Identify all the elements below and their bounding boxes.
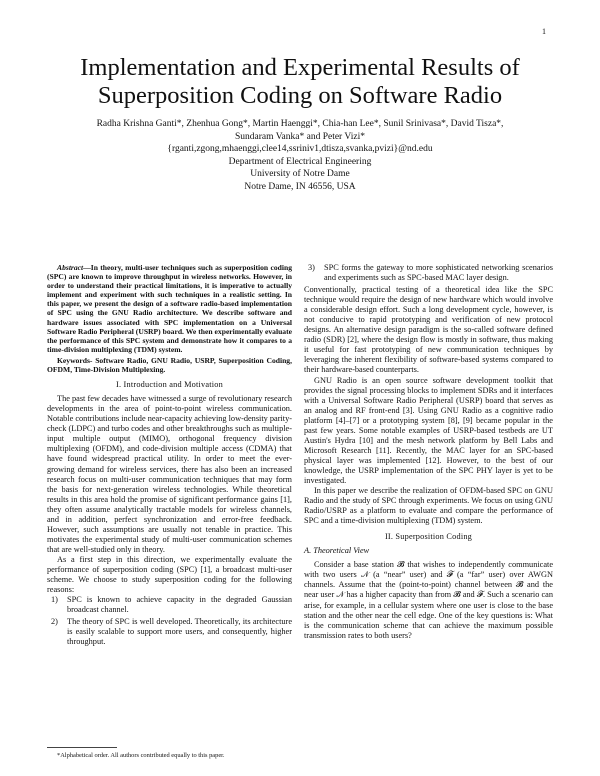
body-paragraph-this-paper: In this paper we describe the realization of OFDM-based SPC on GNU Radio and the study of SPC through experiments. We focus on using GNU Radio/USRP as a platform to evaluate and compare the performance of SPC and a time-division multiplexing (TDM) system. bbox=[304, 486, 553, 526]
subsection-heading-theoretical-view: A. Theoretical View bbox=[304, 546, 370, 556]
author-department: Department of Electrical Engineering bbox=[228, 156, 372, 167]
abstract-text: —In theory, multi-user techniques such as superposition coding (SPC) are known to improve throughput in wireless networks. However, in order to understand their practical limitations, it is imperative to actually implement and experiment with such techniques in a realistic setting. In this paper, we present the design of a software radio-based implementation of SPC using the GNU Radio architecture. We describe software and hardware issues associated with SPC implementation on a Universal Software Radio Peripheral (USRP) board. We then experimentally evaluate the performance of this SPC system and demonstrate how it compares to a time-division multiplexing (TDM) system. bbox=[47, 263, 292, 354]
body-paragraph-sdr: Conventionally, practical testing of a theoretical idea like the SPC technique would require the design of new hardware which would involve a considerable design effort. Such a long development cycle, however, is not conducive to rapid prototyping and verification of new protocol designs. An alternative design paradigm is the so-called software defined radio (SDR) [2], where the design flow is mostly in software, thus making it useful for fast prototyping of new communication techniques by leveraging the inherent flexibility of software-based systems compared to their hardware-based counterparts. bbox=[304, 285, 553, 375]
reasons-list-right bbox=[304, 263, 553, 283]
section-heading-introduction: I. Introduction and Motivation bbox=[116, 380, 223, 390]
author-address: Notre Dame, IN 46556, USA bbox=[244, 181, 356, 192]
abstract bbox=[47, 263, 292, 354]
body-paragraph-gnu-radio: GNU Radio is an open source software development toolkit that provides the signal processing blocks to implement SDRs and it interfaces with a Universal Software Radio Peripheral (USRP) board that serves as an analog and RF front-end [3]. Using GNU Radio as a cognitive radio platform [4]–[7] or a prototyping system [8], [9] became popular in the past few years. Some notable examples of USRP-based testbeds are UT Austin's Hydra [10] and the mesh network platform by Bell Labs and Microsoft Research [11]. Recently, the MAC layer for an SPC-based physical layer was implemented [12]. However, to the best of our knowledge, the USRP implementation of the SPC PHY layer is yet to be investigated. bbox=[304, 375, 553, 485]
author-names-line-2: Sundaram Vanka* and Peter Vizi* bbox=[235, 131, 365, 142]
right-column bbox=[304, 263, 553, 641]
footnote: *Alphabetical order. All authors contributed equally to this paper. bbox=[57, 752, 225, 759]
list-item-number: 1) bbox=[51, 595, 58, 605]
list-item-text: The theory of SPC is well developed. Theoretically, its architecture is easily scalable to support more users, and consequently, higher throughput. bbox=[67, 617, 292, 647]
page-number: 1 bbox=[542, 27, 546, 36]
list-item-number: 2) bbox=[51, 617, 58, 627]
author-university: University of Notre Dame bbox=[250, 169, 350, 180]
list-item-number: 3) bbox=[308, 263, 315, 272]
author-names-line-1: Radha Krishna Ganti*, Zhenhua Gong*, Martin Haenggi*, Chia-han Lee*, Sunil Srinivasa*, David Tisza*, bbox=[96, 119, 504, 129]
paper-title bbox=[0, 54, 600, 110]
footnote-divider bbox=[47, 747, 117, 748]
list-item bbox=[47, 595, 292, 615]
reasons-list-left bbox=[47, 595, 292, 647]
left-column bbox=[47, 263, 292, 649]
author-block bbox=[40, 118, 560, 194]
list-item bbox=[304, 263, 553, 283]
title-line-1: Implementation and Experimental Results of bbox=[80, 54, 520, 81]
title-line-2: Superposition Coding on Software Radio bbox=[97, 82, 503, 109]
author-emails: {rganti,zgong,mhaenggi,clee14,ssriniv1,dtisza,svanka,pvizi}@nd.edu bbox=[167, 144, 433, 155]
keywords: Keywords- Software Radio, GNU Radio, USRP, Superposition Coding, OFDM, Time-Division Multiplexing. bbox=[47, 355, 292, 375]
intro-paragraph-1: The past few decades have witnessed a surge of revolutionary research developments in the area of point-to-point wireless communication. Notable contributions include near-capacity achieving low-density parity-check (LDPC) and turbo codes and other breakthroughs such as multiple-input multiple output (MIMO), orthogonal frequency division multiplexing (OFDM), and code-division multiple access (CDMA) that have found widespread practical utility. In order to meet the ever-growing demand for wireless services, there has also been an increased research focus on multi-user communication techniques that may form the basis for next-generation wireless technologies. While theoretical results in this area hold the promise of significant performance gains [1], they often assume analytically tractable models for wireless channels, and in addition, perfect synchronization and error-free feedback. However, such assumptions are usually not tenable in practice. This motivates the experimental study of multi-user communication schemes that are well-studied only in theory. bbox=[47, 394, 292, 554]
body-paragraph-theoretical-view: Consider a base station 𝓑 that wishes to independently communicate with two users 𝒩 (a “near” user) and 𝓕 (a “far” user) over AWGN channels. Assume that the (point-to-point) channel between 𝓑 and the near user 𝒩 has a higher capacity than from 𝓑 and 𝓕. Such a scenario can arise, for example, in a cellular system where one user is close to the base station and the other near the cell edge. One of the key questions is: What is the communication scheme that can achieve the maximum possible transmission rates to both users? bbox=[304, 560, 553, 640]
abstract-label: Abstract bbox=[57, 263, 84, 272]
list-item-text: SPC forms the gateway to more sophisticated networking scenarios and experiments such as SPC-based MAC layer design. bbox=[324, 263, 553, 283]
section-heading-superposition-coding: II. Superposition Coding bbox=[384, 532, 473, 542]
intro-paragraph-2: As a first step in this direction, we experimentally evaluate the performance of superposition coding (SPC) [1], a broadcast multi-user scheme. We choose to study superposition coding for the following reasons: bbox=[47, 554, 292, 595]
list-item bbox=[47, 617, 292, 647]
list-item-text: SPC is known to achieve capacity in the degraded Gaussian broadcast channel. bbox=[67, 595, 292, 615]
